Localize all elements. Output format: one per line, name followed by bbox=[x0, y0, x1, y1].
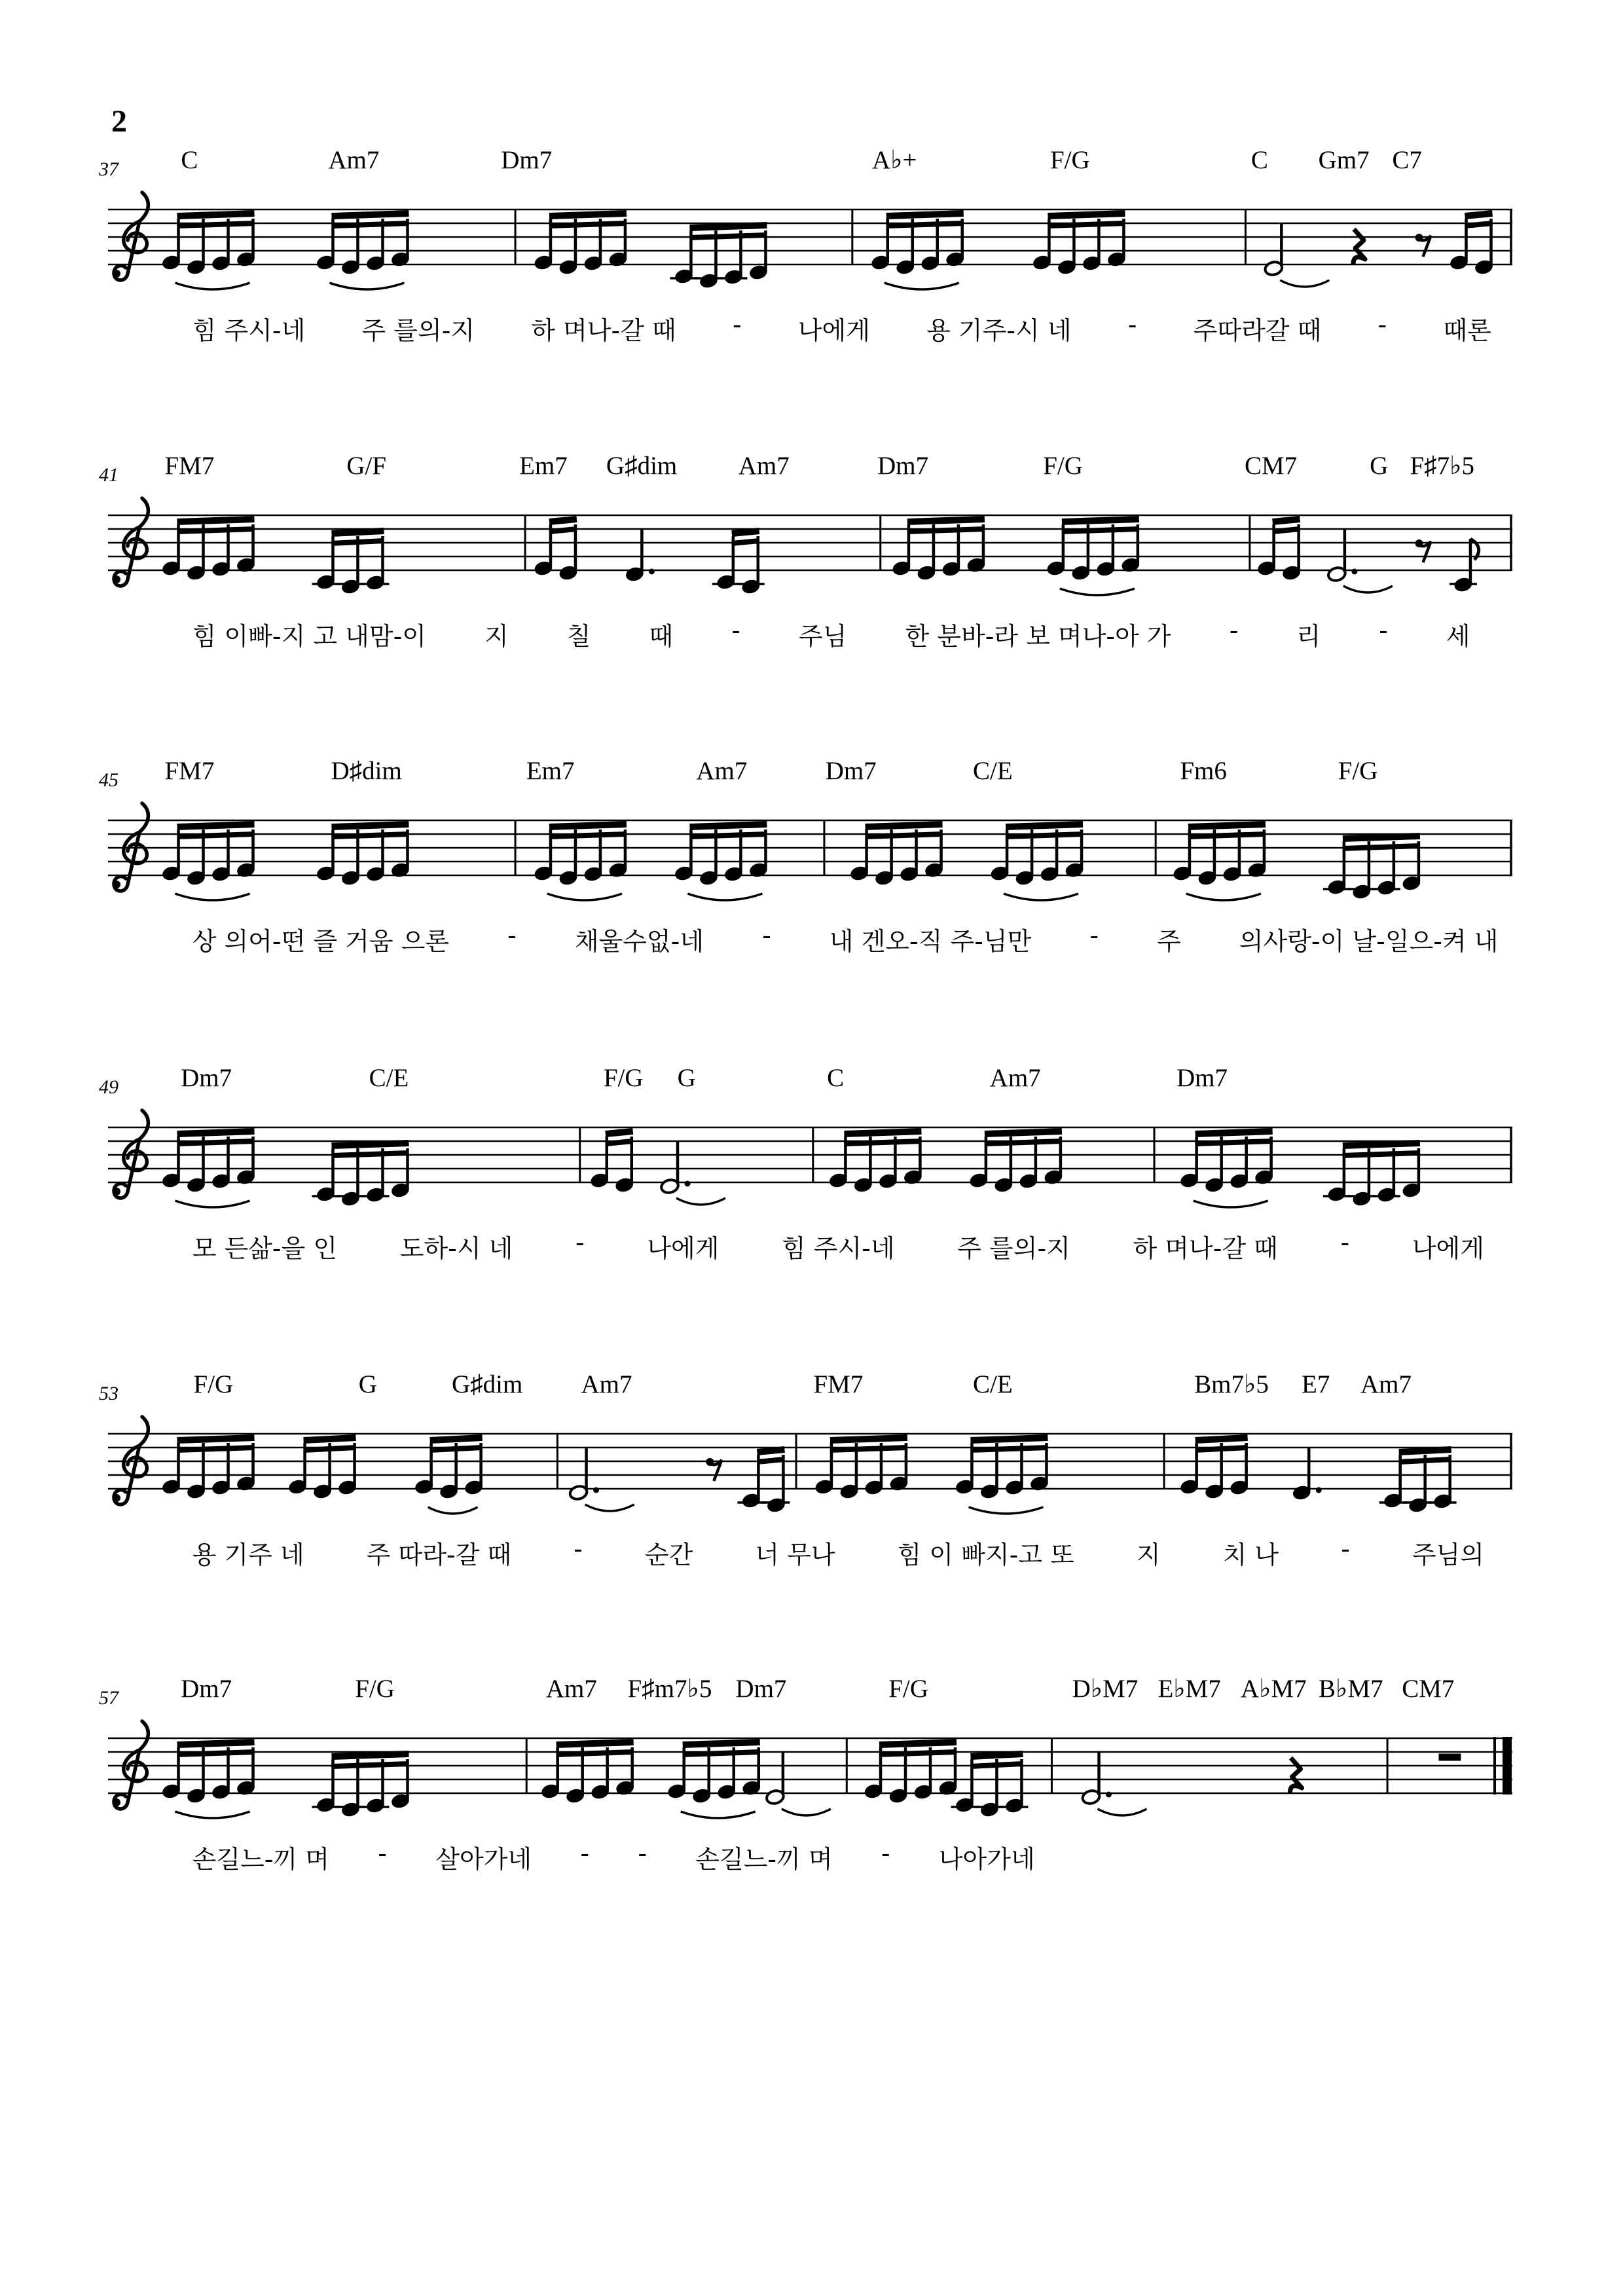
lyric-syllable: 채울수없-네 bbox=[574, 927, 704, 956]
lyric-syllable: 주 를의-지 bbox=[361, 316, 475, 345]
chord-symbol: Dm7 bbox=[735, 1675, 787, 1703]
chord-symbol: F♯7♭5 bbox=[1410, 452, 1475, 480]
chord-symbol: F/G bbox=[1043, 452, 1083, 480]
chord-symbol: D♭M7 bbox=[1072, 1675, 1139, 1703]
chord-symbol: C bbox=[827, 1064, 845, 1092]
lyric-syllable: - bbox=[638, 1839, 647, 1868]
chord-symbol: F/G bbox=[1338, 757, 1378, 785]
lyric-syllable: 의사랑-이 날-일으-켜 내 bbox=[1239, 927, 1499, 956]
lyric-syllable: 힘 이 빠지-고 또 bbox=[897, 1540, 1074, 1569]
chord-symbol: D♯dim bbox=[331, 757, 402, 785]
lyric-syllable: - bbox=[762, 921, 771, 950]
lyric-syllable: 치 나 bbox=[1222, 1540, 1279, 1569]
lyric-syllable: 하 며나-갈 때 bbox=[1133, 1234, 1278, 1263]
measure-number: 53 bbox=[99, 1383, 119, 1404]
lyric-line bbox=[192, 616, 1470, 650]
lyric-syllable: 주님 bbox=[799, 622, 847, 651]
lyric-syllable: 용 기주-시 네 bbox=[926, 316, 1072, 345]
chord-symbol: F/G bbox=[1049, 146, 1090, 174]
chord-symbol: G♯dim bbox=[451, 1370, 523, 1398]
lyric-syllable: - bbox=[1340, 1228, 1350, 1257]
lyric-syllable: 하 며나-갈 때 bbox=[531, 316, 676, 345]
lyric-syllable: 때 bbox=[649, 622, 674, 651]
chord-symbol: F/G bbox=[888, 1675, 928, 1703]
chord-symbol: CM7 bbox=[1402, 1675, 1455, 1703]
chord-symbol: Am7 bbox=[1360, 1370, 1412, 1398]
chord-symbol: Dm7 bbox=[877, 452, 929, 480]
lyric-syllable: 주님의 bbox=[1412, 1540, 1485, 1569]
staff-system-2 bbox=[99, 452, 1512, 738]
chord-symbol: Bm7♭5 bbox=[1194, 1370, 1269, 1398]
lyric-syllable: - bbox=[378, 1839, 387, 1868]
lyric-syllable: - bbox=[1377, 310, 1387, 339]
measure-number: 37 bbox=[99, 158, 119, 180]
lyric-line bbox=[192, 310, 1491, 344]
lyric-syllable: 나에게 bbox=[647, 1234, 720, 1263]
staff-system-6 bbox=[99, 1675, 1512, 1961]
page-number: 2 bbox=[111, 104, 127, 139]
lyric-syllable: 용 기주 네 bbox=[192, 1540, 304, 1569]
lyric-syllable: 상 의어-떤 즐 거움 으론 bbox=[192, 927, 450, 956]
chord-symbol: FM7 bbox=[164, 452, 215, 480]
lyric-syllable: - bbox=[1229, 616, 1239, 645]
chord-symbol: Dm7 bbox=[501, 146, 553, 174]
chord-symbol: Am7 bbox=[581, 1370, 632, 1398]
chord-symbol: G♯dim bbox=[606, 452, 678, 480]
lyric-syllable: - bbox=[731, 616, 741, 645]
lyric-syllable: 힘 주시-네 bbox=[192, 316, 306, 345]
measure-number: 45 bbox=[99, 769, 119, 791]
measure-number: 57 bbox=[99, 1687, 119, 1709]
chord-symbol: Am7 bbox=[989, 1064, 1041, 1092]
lyric-syllable: 나에게 bbox=[1412, 1234, 1484, 1263]
chord-symbol: G bbox=[1370, 452, 1389, 480]
lyric-syllable: - bbox=[1341, 1535, 1350, 1563]
chord-symbol: FM7 bbox=[164, 757, 215, 785]
lyric-line bbox=[192, 1228, 1484, 1262]
lyric-syllable: 지 bbox=[1136, 1540, 1161, 1569]
lyric-syllable: 살아가네 bbox=[435, 1845, 532, 1874]
chord-symbol: CM7 bbox=[1244, 452, 1298, 480]
chord-symbol: E7 bbox=[1302, 1370, 1330, 1398]
chord-symbol: C bbox=[1250, 146, 1268, 174]
chord-symbol: F/G bbox=[355, 1675, 395, 1703]
chord-symbol: F♯m7♭5 bbox=[627, 1675, 712, 1703]
measure-number: 49 bbox=[99, 1076, 119, 1098]
chord-symbol: G bbox=[358, 1370, 377, 1398]
chord-symbol: C/E bbox=[369, 1064, 409, 1092]
lyric-syllable: - bbox=[1127, 310, 1137, 339]
lyric-line bbox=[192, 921, 1499, 955]
lyric-syllable: - bbox=[574, 1535, 583, 1563]
chord-symbol: Am7 bbox=[738, 452, 790, 480]
lyric-syllable: 주따라갈 때 bbox=[1193, 316, 1322, 345]
lyric-syllable: 힘 이빠-지 고 내맘-이 bbox=[192, 622, 427, 651]
lyric-syllable: 힘 주시-네 bbox=[782, 1234, 895, 1263]
chord-symbol: Dm7 bbox=[181, 1675, 232, 1703]
chord-symbol: C7 bbox=[1392, 146, 1422, 174]
lyric-syllable: 주 를의-지 bbox=[957, 1234, 1070, 1263]
lyric-syllable: - bbox=[1379, 616, 1388, 645]
lyric-syllable: 주 따라-갈 때 bbox=[366, 1540, 512, 1569]
lyric-syllable: 칠 bbox=[566, 622, 591, 651]
chord-symbol: Dm7 bbox=[825, 757, 877, 785]
lyric-syllable: 주 bbox=[1157, 927, 1181, 956]
lyric-syllable: 지 bbox=[484, 622, 509, 651]
measure-number: 41 bbox=[99, 464, 119, 486]
lyric-syllable: 도하-시 네 bbox=[399, 1234, 513, 1263]
lyric-syllable: - bbox=[732, 310, 742, 339]
chord-symbol: Am7 bbox=[696, 757, 748, 785]
chord-symbol: FM7 bbox=[813, 1370, 864, 1398]
chord-symbol: Dm7 bbox=[1176, 1064, 1228, 1092]
lyric-syllable: 나아가네 bbox=[938, 1845, 1035, 1874]
chord-symbol: F/G bbox=[193, 1370, 234, 1398]
chord-symbol: C/E bbox=[973, 1370, 1013, 1398]
lyric-syllable: - bbox=[1089, 921, 1099, 950]
lyric-syllable: 너 무나 bbox=[755, 1540, 835, 1569]
lyric-syllable: 손길느-끼 며 bbox=[695, 1845, 833, 1874]
lyric-syllable: 세 bbox=[1446, 622, 1470, 651]
chord-symbol: E♭M7 bbox=[1158, 1675, 1221, 1703]
lyric-line bbox=[192, 1839, 1035, 1873]
chord-symbol: B♭M7 bbox=[1319, 1675, 1383, 1703]
chord-symbol: C bbox=[181, 146, 198, 174]
lyric-syllable: 리 bbox=[1296, 622, 1321, 651]
lyric-syllable: 때론 bbox=[1443, 316, 1491, 345]
lyric-syllable: - bbox=[580, 1839, 590, 1868]
lyric-syllable: 나에게 bbox=[797, 316, 870, 345]
chord-symbol: Am7 bbox=[545, 1675, 597, 1703]
chord-symbol: A♭M7 bbox=[1240, 1675, 1307, 1703]
lyric-syllable: - bbox=[575, 1228, 585, 1257]
lyric-line bbox=[192, 1535, 1484, 1569]
lyric-syllable: 내 겐오-직 주-님만 bbox=[829, 927, 1032, 956]
lyric-syllable: 순간 bbox=[644, 1540, 693, 1569]
chord-symbol: Dm7 bbox=[181, 1064, 232, 1092]
chord-symbol: Em7 bbox=[526, 757, 575, 785]
lyric-syllable: 손길느-끼 며 bbox=[192, 1845, 330, 1874]
chord-symbol: G/F bbox=[346, 452, 387, 480]
staff-system-5 bbox=[99, 1370, 1512, 1656]
chord-symbol: Fm6 bbox=[1180, 757, 1227, 785]
staff-system-1 bbox=[99, 146, 1512, 432]
lyric-syllable: 한 분바-라 보 며나-아 가 bbox=[905, 622, 1171, 651]
staff-system-3 bbox=[99, 757, 1512, 1043]
chord-symbol: F/G bbox=[603, 1064, 644, 1092]
chord-symbol: Am7 bbox=[328, 146, 380, 174]
chord-symbol: C/E bbox=[973, 757, 1013, 785]
lyric-syllable: - bbox=[881, 1839, 890, 1868]
lyric-syllable: 모 든삶-을 인 bbox=[192, 1234, 338, 1263]
chord-symbol: Gm7 bbox=[1318, 146, 1370, 174]
chord-symbol: Em7 bbox=[519, 452, 568, 480]
lyric-syllable: - bbox=[507, 921, 517, 950]
staff-system-4 bbox=[99, 1064, 1512, 1350]
chord-symbol: G bbox=[677, 1064, 696, 1092]
chord-symbol: A♭+ bbox=[871, 146, 917, 174]
